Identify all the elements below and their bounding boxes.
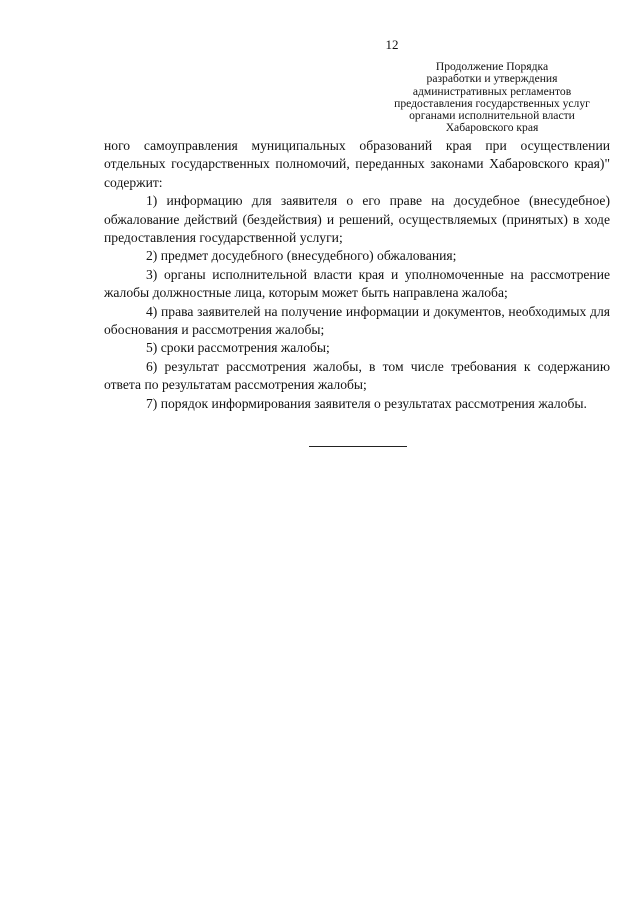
list-item-2: 2) предмет досудебного (внесудебного) обжалования;: [146, 248, 457, 264]
page-number: 12: [385, 37, 399, 52]
list-item-3: 3) органы исполнительной власти края и уполномоченные на рассмотрение жалобы должностные лица, которым может быть направлена жалоба;: [104, 266, 610, 301]
body-text: [104, 137, 610, 413]
running-header-line: предоставления государственных услуг: [394, 96, 590, 110]
list-item-7: 7) порядок информирования заявителя о результатах рассмотрения жалобы.: [146, 395, 587, 411]
running-header-line: Хабаровского края: [445, 121, 539, 135]
running-header: [372, 61, 612, 135]
end-separator-line: [309, 446, 407, 447]
list-item-6: 6) результат рассмотрения жалобы, в том числе требования к содержанию ответа по результатам рассмотрения жалобы;: [104, 358, 610, 393]
running-header-line: органами исполнительной власти: [409, 109, 575, 123]
list-item-4: 4) права заявителей на получение информации и документов, необходимых для обоснования и рассмотрения жалобы;: [104, 303, 610, 338]
running-header-line: административных регламентов: [412, 84, 572, 98]
running-header-line: Продолжение Порядка: [435, 60, 549, 73]
list-item-5: 5) сроки рассмотрения жалобы;: [146, 340, 330, 356]
running-header-line: разработки и утверждения: [426, 72, 558, 86]
list-item-1: 1) информацию для заявителя о его праве на досудебное (внесудебное) обжалование действий (бездействия) и решений, осуществляемых (принятых) в ходе предоставления государственной услуги;: [104, 193, 610, 246]
paragraph-continuation: ного самоуправления муниципальных образований края при осуществлении отдельных государственных полномочий, переданных законами Хабаровского края)" содержит:: [104, 138, 610, 190]
